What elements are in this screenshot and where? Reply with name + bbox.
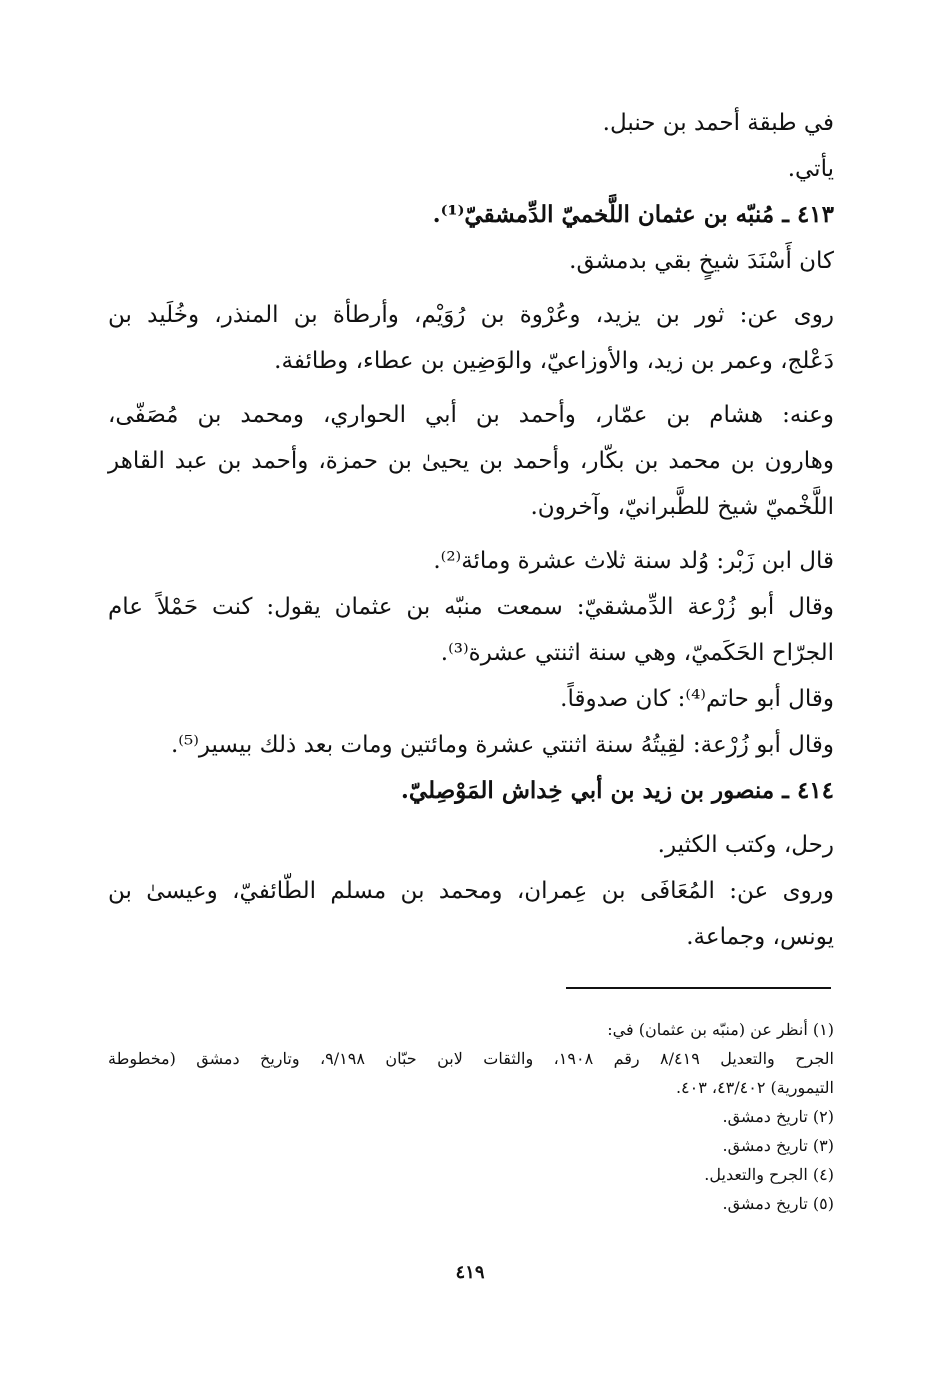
text-line: رحل، وكتب الكثير. xyxy=(657,832,834,858)
footnote-3: (٣) تاريخ دمشق. xyxy=(722,1136,834,1155)
footnote-1-continued: التيمورية) ٤٣/٤٠٢، ٤٠٣. xyxy=(675,1078,834,1097)
text-line: يونس، وجماعة. xyxy=(686,924,834,950)
text-line: وعنه: هشام بن عمّار، وأحمد بن أبي الحواري، ومحمد بن مُصَفّى، xyxy=(108,402,834,428)
text-line: كان أَسْنَدَ شيخٍ بقي بدمشق. xyxy=(569,248,834,274)
text-line: وقال أبو زُرْعة: لقِيتُهُ سنة اثنتي عشرة ومائتين ومات بعد ذلك بيسير⁽⁵⁾. xyxy=(170,732,834,758)
text-line: الجرّاح الحَكَميّ، وهي سنة اثنتي عشرة⁽³⁾. xyxy=(440,640,834,666)
text-line: اللَّخْميّ شيخ للطَّبرانيّ، وآخرون. xyxy=(530,494,834,520)
footnotes xyxy=(108,1015,834,1218)
footnote-divider xyxy=(566,987,831,989)
footnote-5: (٥) تاريخ دمشق. xyxy=(722,1194,834,1213)
footnote-1: (١) أنظر عن (منبّه بن عثمان) في: xyxy=(607,1020,834,1039)
text-line: روى عن: ثور بن يزيد، وعُرْوة بن رُوَيْم، وأرطأة بن المنذر، وخُلَيد بن xyxy=(108,302,834,328)
entry-heading-413: ٤١٣ ـ مُنبّه بن عثمان اللَّخميّ الدِّمشقيّ⁽¹⁾. xyxy=(432,201,834,228)
text-line: وقال أبو زُرْعة الدِّمشقيّ: سمعت منبّه بن عثمان يقول: كنت حَمْلاً عام xyxy=(108,594,834,620)
entry-heading-414: ٤١٤ ـ منصور بن زيد بن أبي خِداش المَوْصِليّ. xyxy=(400,777,834,804)
main-text xyxy=(108,100,834,960)
text-line: وروى عن: المُعَافَى بن عِمران، ومحمد بن مسلم الطّائفيّ، وعيسىٰ بن xyxy=(108,878,834,904)
text-line: يأتي. xyxy=(787,156,834,182)
text-line: في طبقة أحمد بن حنبل. xyxy=(602,110,834,136)
footnote-4: (٤) الجرح والتعديل. xyxy=(704,1165,834,1184)
page-number: ٤١٩ xyxy=(455,1262,485,1283)
footnote-1-continued: الجرح والتعديل ٨/٤١٩ رقم ١٩٠٨، والثقات لابن حبّان ٩/١٩٨، وتاريخ دمشق (مخطوطة xyxy=(108,1049,835,1068)
text-line: وهارون بن محمد بن بكّار، وأحمد بن يحيىٰ بن حمزة، وأحمد بن عبد القاهر xyxy=(108,448,834,474)
text-line: قال ابن زَبْر: وُلد سنة ثلاث عشرة ومائة⁽²⁾. xyxy=(433,548,834,574)
text-line: دَعْلج، وعمر بن زيد، والأوزاعيّ، والوَضِين بن عطاء، وطائفة. xyxy=(274,348,834,374)
footnote-2: (٢) تاريخ دمشق. xyxy=(722,1107,834,1126)
text-line: وقال أبو حاتم⁽⁴⁾: كان صدوقاً. xyxy=(560,686,834,712)
